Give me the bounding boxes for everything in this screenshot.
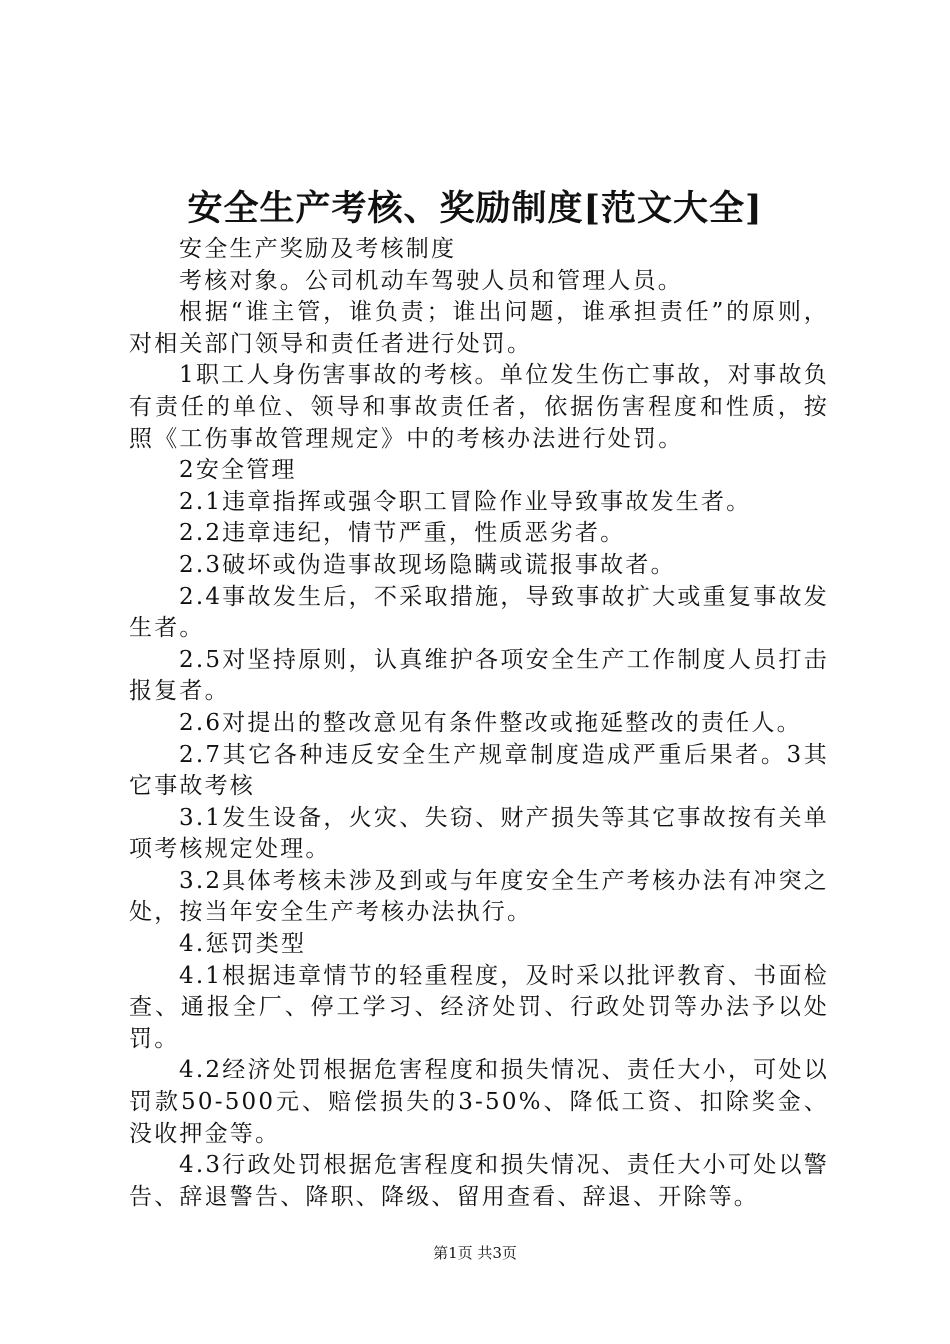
paragraph: 根据“谁主管，谁负责；谁出问题，谁承担责任”的原则，对相关部门领导和责任者进行处罚。 — [129, 299, 829, 357]
document-title: 安全生产考核、奖励制度[范文大全] — [187, 188, 763, 229]
paragraph: 4.2经济处罚根据危害程度和损失情况、责任大小，可处以罚款50-500元、赔偿损失的3-50%、降低工资、扣除奖金、没收押金等。 — [129, 1057, 829, 1147]
paragraph: 3.1发生设备，火灾、失窃、财产损失等其它事故按有关单项考核规定处理。 — [129, 804, 829, 863]
paragraph: 1职工人身伤害事故的考核。单位发生伤亡事故，对事故负有责任的单位、领导和事故责任者，依据伤害程度和性质，按照《工伤事故管理规定》中的考核办法进行处罚。 — [129, 362, 829, 452]
paragraph: 2安全管理 — [179, 457, 297, 484]
paragraph: 2.7其它各种违反安全生产规章制度造成严重后果者。3其它事故考核 — [129, 741, 829, 800]
paragraph: 4.3行政处罚根据危害程度和损失情况、责任大小可处以警告、辞退警告、降职、降级、留用查看、辞退、开除等。 — [129, 1152, 829, 1210]
paragraph: 2.6对提出的整改意见有条件整改或拖延整改的责任人。 — [179, 709, 802, 736]
paragraph: 4.1根据违章情节的轻重程度，及时采以批评教育、书面检查、通报全厂、停工学习、经济处罚、行政处罚等办法予以处罚。 — [129, 962, 829, 1052]
paragraph: 2.5对坚持原则，认真维护各项安全生产工作制度人员打击报复者。 — [129, 646, 829, 705]
page-number-footer: 第1页 共3页 — [433, 1244, 517, 1262]
paragraph: 安全生产奖励及考核制度 — [179, 236, 457, 262]
paragraph: 3.2具体考核未涉及到或与年度安全生产考核办法有冲突之处，按当年安全生产考核办法执行。 — [129, 867, 829, 926]
paragraph: 2.2违章违纪，情节严重，性质恶劣者。 — [179, 520, 626, 547]
document-body — [129, 234, 829, 1213]
paragraph: 2.1违章指挥或强令职工冒险作业导致事故发生者。 — [179, 488, 752, 515]
paragraph: 2.4事故发生后，不采取措施，导致事故扩大或重复事故发生者。 — [129, 583, 829, 642]
paragraph: 4.惩罚类型 — [179, 931, 307, 958]
paragraph: 2.3破坏或伪造事故现场隐瞒或谎报事故者。 — [179, 551, 676, 578]
paragraph: 考核对象。公司机动车驾驶人员和管理人员。 — [179, 267, 683, 294]
